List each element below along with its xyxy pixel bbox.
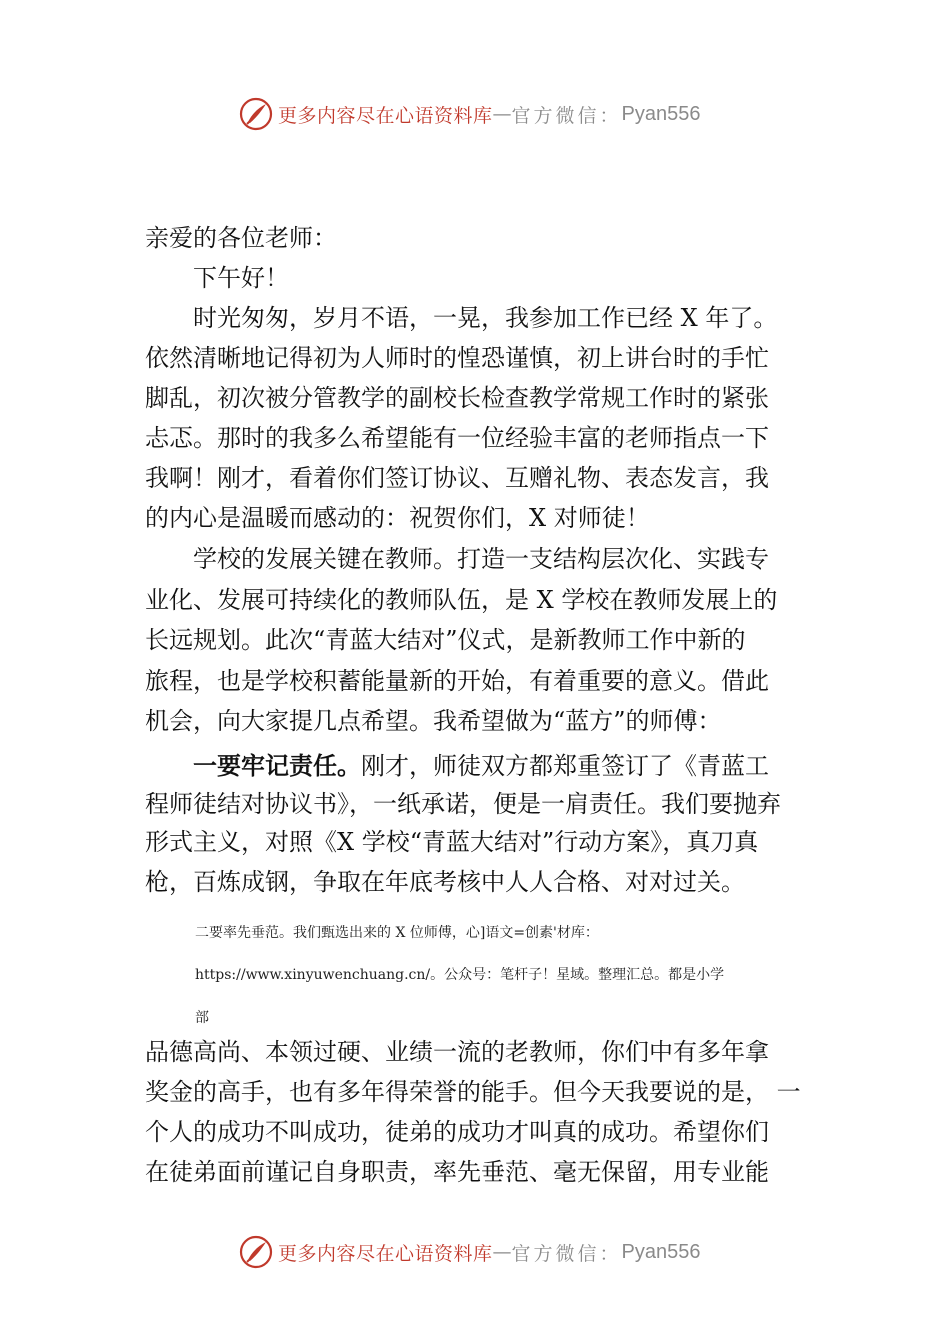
banner-title: 更多内容尽在心语资料库: [278, 1242, 493, 1265]
banner-wechat-label: 官方微信：: [511, 104, 622, 127]
banner-title: 更多内容尽在心语资料库: [278, 104, 493, 127]
paragraph-line: 品德高尚、本领过硬、业绩一流的老教师，你们中有多年拿: [145, 1038, 769, 1066]
salutation: 亲爱的各位老师：: [145, 224, 337, 252]
small-text-line: 二要率先垂范。我们甄选出来的 X 位师傅，心]语文=创素'材库：: [195, 925, 599, 941]
paragraph-line: 我啊！刚才，看着你们签订协议、互赠礼物、表态发言，我: [145, 464, 769, 492]
paragraph-line: 的内心是温暖而感动的：祝贺你们，X 对师徒！: [145, 504, 650, 532]
paragraph-line: 忐忑。那时的我多么希望能有一位经验丰富的老师指点一下: [145, 424, 769, 452]
banner-separator: —: [492, 103, 512, 125]
paragraph-line: 形式主义，对照《X 学校“青蓝大结对”行动方案》，真刀真: [145, 828, 759, 856]
paragraph-line: 程师徒结对协议书》，一纸承诺，便是一肩责任。我们要抛弃: [145, 790, 781, 818]
paragraph-line: 长远规划。此次“青蓝大结对”仪式，是新教师工作中新的: [145, 626, 746, 654]
paragraph-line: 脚乱，初次被分管教学的副校长检查教学常规工作时的紧张: [145, 384, 769, 412]
footer-banner: [238, 1232, 701, 1272]
banner-wechat-id: Pyan556: [621, 102, 701, 125]
greeting: 下午好！: [193, 264, 289, 292]
header-banner: [238, 94, 701, 134]
small-text-line: 部: [195, 1010, 209, 1026]
banner-wechat-id: Pyan556: [621, 1240, 701, 1263]
paragraph-line: 学校的发展关键在教师。打造一支结构层次化、实践专: [193, 545, 769, 573]
section-heading: 一要牢记责任。: [193, 752, 361, 780]
paragraph-line: 旅程，也是学校积蓄能量新的开始，有着重要的意义。借此: [145, 667, 769, 695]
paragraph-line: 时光匆匆，岁月不语，一晃，我参加工作已经 X 年了。: [193, 304, 778, 332]
paragraph-line: 在徒弟面前谨记自身职责，率先垂范、毫无保留，用专业能: [145, 1158, 769, 1186]
paragraph-line: 业化、发展可持续化的教师队伍，是 X 学校在教师发展上的: [145, 586, 778, 614]
banner-wechat-label: 官方微信：: [511, 1242, 622, 1265]
paragraph-line: [193, 746, 769, 786]
paragraph-line: 奖金的高手，也有多年得荣誉的能手。但今天我要说的是， 一: [145, 1078, 801, 1106]
paragraph-line: 个人的成功不叫成功，徒弟的成功才叫真的成功。希望你们: [145, 1118, 769, 1146]
quill-logo-icon: [238, 1234, 274, 1270]
banner-separator: —: [492, 1241, 512, 1263]
paragraph-text: 刚才，师徒双方都郑重签订了《青蓝工: [361, 752, 769, 780]
small-text-line: https://www.xinyuwenchuang.cn/。公众号：笔杆子！星域。整理汇总。都是小学: [195, 967, 725, 983]
quill-logo-icon: [238, 96, 274, 132]
paragraph-line: 机会，向大家提几点希望。我希望做为“蓝方”的师傅：: [145, 707, 722, 735]
paragraph-line: 枪，百炼成钢，争取在年底考核中人人合格、对对过关。: [145, 868, 745, 896]
paragraph-line: 依然清晰地记得初为人师时的惶恐谨慎，初上讲台时的手忙: [145, 344, 769, 372]
